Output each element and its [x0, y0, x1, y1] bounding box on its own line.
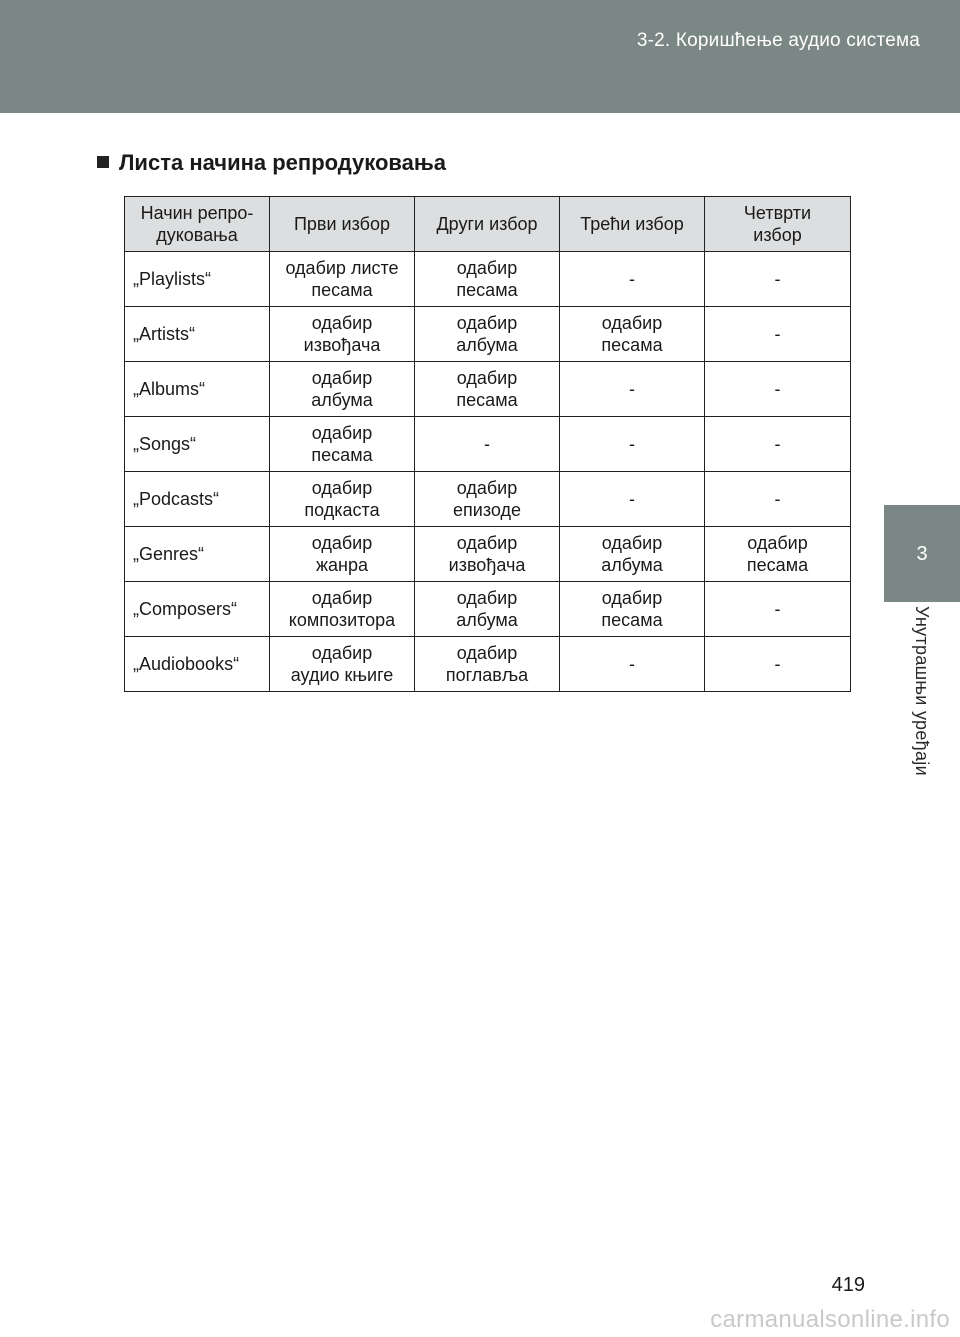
- cell-text: одабир: [456, 533, 518, 553]
- watermark: carmanualsonline.info: [710, 1306, 950, 1333]
- selection-cell: [415, 472, 560, 527]
- cell-text: одабир: [311, 313, 373, 333]
- cell-text: „Audiobooks“: [133, 654, 240, 674]
- mode-cell: [125, 527, 270, 582]
- selection-cell: [270, 417, 415, 472]
- cell-text: албума: [456, 610, 518, 630]
- selection-cell: [415, 637, 560, 692]
- selection-cell: [560, 637, 705, 692]
- cell-text: жанра: [315, 555, 368, 575]
- table-body: [125, 252, 851, 692]
- cell-text: аудио књиге: [290, 665, 394, 685]
- cell-text: одабир: [456, 643, 518, 663]
- cell-text: -: [774, 489, 781, 509]
- cell-text: -: [629, 654, 635, 674]
- selection-cell: [705, 362, 851, 417]
- cell-text: подкаста: [304, 500, 380, 520]
- mode-cell: [125, 417, 270, 472]
- selection-cell: [270, 637, 415, 692]
- cell-text: „Podcasts“: [133, 489, 220, 509]
- cell-text: Први избор: [293, 214, 390, 234]
- column-header: [415, 197, 560, 252]
- cell-text: одабир: [601, 588, 663, 608]
- selection-cell: [705, 307, 851, 362]
- selection-cell: [270, 362, 415, 417]
- page-number: 419: [831, 1274, 865, 1296]
- table-row: [125, 527, 851, 582]
- table-row: [125, 472, 851, 527]
- selection-cell: [705, 637, 851, 692]
- mode-cell: [125, 362, 270, 417]
- cell-text: песама: [456, 390, 518, 410]
- cell-text: песама: [601, 610, 663, 630]
- mode-cell: [125, 637, 270, 692]
- chapter-number: 3: [916, 543, 928, 565]
- cell-text: дуковања: [156, 225, 238, 245]
- cell-text: одабир: [747, 533, 808, 553]
- cell-text: -: [774, 654, 781, 674]
- cell-text: одабир листе: [285, 258, 399, 278]
- cell-text: одабир: [601, 533, 663, 553]
- cell-text: -: [629, 379, 635, 399]
- table-row: [125, 637, 851, 692]
- cell-text: извођача: [448, 555, 526, 575]
- chapter-label: Унутрашњи уређаји: [912, 606, 932, 776]
- section-header: 3-2. Коришћење аудио система: [636, 30, 920, 51]
- cell-text: албума: [601, 555, 663, 575]
- cell-text: Четврти: [743, 203, 812, 223]
- cell-text: одабир: [456, 258, 518, 278]
- table-row: [125, 307, 851, 362]
- cell-text: „Genres“: [133, 544, 205, 564]
- column-header: [705, 197, 851, 252]
- cell-text: -: [629, 434, 635, 454]
- selection-cell: [705, 582, 851, 637]
- mode-cell: [125, 252, 270, 307]
- selection-cell: [705, 472, 851, 527]
- selection-cell: [270, 307, 415, 362]
- table-header-row: [125, 197, 851, 252]
- cell-text: избор: [753, 225, 802, 245]
- cell-text: извођача: [303, 335, 381, 355]
- table-row: [125, 582, 851, 637]
- selection-cell: [415, 307, 560, 362]
- cell-text: Други избор: [436, 214, 538, 234]
- selection-cell: [560, 527, 705, 582]
- cell-text: песама: [456, 280, 518, 300]
- cell-text: „Playlists“: [133, 269, 212, 289]
- selection-cell: [560, 252, 705, 307]
- cell-text: -: [774, 599, 781, 619]
- cell-text: одабир: [601, 313, 663, 333]
- cell-text: композитора: [288, 610, 396, 630]
- cell-text: поглавља: [445, 665, 529, 685]
- cell-text: одабир: [311, 423, 373, 443]
- cell-text: одабир: [311, 368, 373, 388]
- cell-text: Трећи избор: [580, 214, 684, 234]
- cell-text: одабир: [456, 368, 518, 388]
- section-title-text: Листа начина репродуковања: [119, 150, 447, 175]
- cell-text: песама: [601, 335, 663, 355]
- mode-cell: [125, 472, 270, 527]
- cell-text: -: [484, 434, 490, 454]
- cell-text: Начин репро-: [140, 203, 254, 223]
- selection-cell: [705, 417, 851, 472]
- column-header: [125, 197, 270, 252]
- selection-cell: [560, 362, 705, 417]
- chapter-label-area: [884, 602, 960, 816]
- selection-cell: [415, 417, 560, 472]
- cell-text: „Artists“: [133, 324, 195, 344]
- table-row: [125, 362, 851, 417]
- cell-text: -: [774, 269, 781, 289]
- cell-text: одабир: [311, 533, 373, 553]
- cell-text: одабир: [456, 588, 518, 608]
- selection-cell: [270, 527, 415, 582]
- selection-cell: [705, 252, 851, 307]
- mode-cell: [125, 307, 270, 362]
- cell-text: одабир: [311, 478, 373, 498]
- selection-cell: [705, 527, 851, 582]
- cell-text: -: [629, 489, 635, 509]
- section-title: [97, 150, 446, 176]
- cell-text: одабир: [456, 478, 518, 498]
- selection-cell: [560, 472, 705, 527]
- cell-text: албума: [456, 335, 518, 355]
- selection-cell: [415, 362, 560, 417]
- selection-cell: [270, 582, 415, 637]
- selection-cell: [270, 472, 415, 527]
- cell-text: одабир: [311, 588, 373, 608]
- cell-text: одабир: [456, 313, 518, 333]
- header-band: [0, 0, 960, 113]
- column-header: [560, 197, 705, 252]
- square-bullet-icon: [97, 156, 109, 168]
- cell-text: песама: [311, 445, 373, 465]
- cell-text: песама: [746, 555, 809, 575]
- selection-cell: [560, 417, 705, 472]
- cell-text: одабир: [311, 643, 373, 663]
- selection-cell: [270, 252, 415, 307]
- cell-text: албума: [311, 390, 373, 410]
- cell-text: -: [774, 434, 781, 454]
- cell-text: епизоде: [453, 500, 521, 520]
- cell-text: -: [629, 269, 635, 289]
- selection-cell: [560, 307, 705, 362]
- table-row: [125, 417, 851, 472]
- playback-mode-table: [124, 196, 851, 692]
- selection-cell: [415, 582, 560, 637]
- cell-text: песама: [311, 280, 373, 300]
- cell-text: „Songs“: [133, 434, 197, 454]
- cell-text: „Albums“: [133, 379, 206, 399]
- cell-text: „Composers“: [133, 599, 238, 619]
- chapter-tab: [884, 505, 960, 602]
- column-header: [270, 197, 415, 252]
- cell-text: -: [774, 379, 781, 399]
- selection-cell: [415, 527, 560, 582]
- selection-cell: [560, 582, 705, 637]
- selection-cell: [415, 252, 560, 307]
- mode-cell: [125, 582, 270, 637]
- cell-text: -: [774, 324, 781, 344]
- table-row: [125, 252, 851, 307]
